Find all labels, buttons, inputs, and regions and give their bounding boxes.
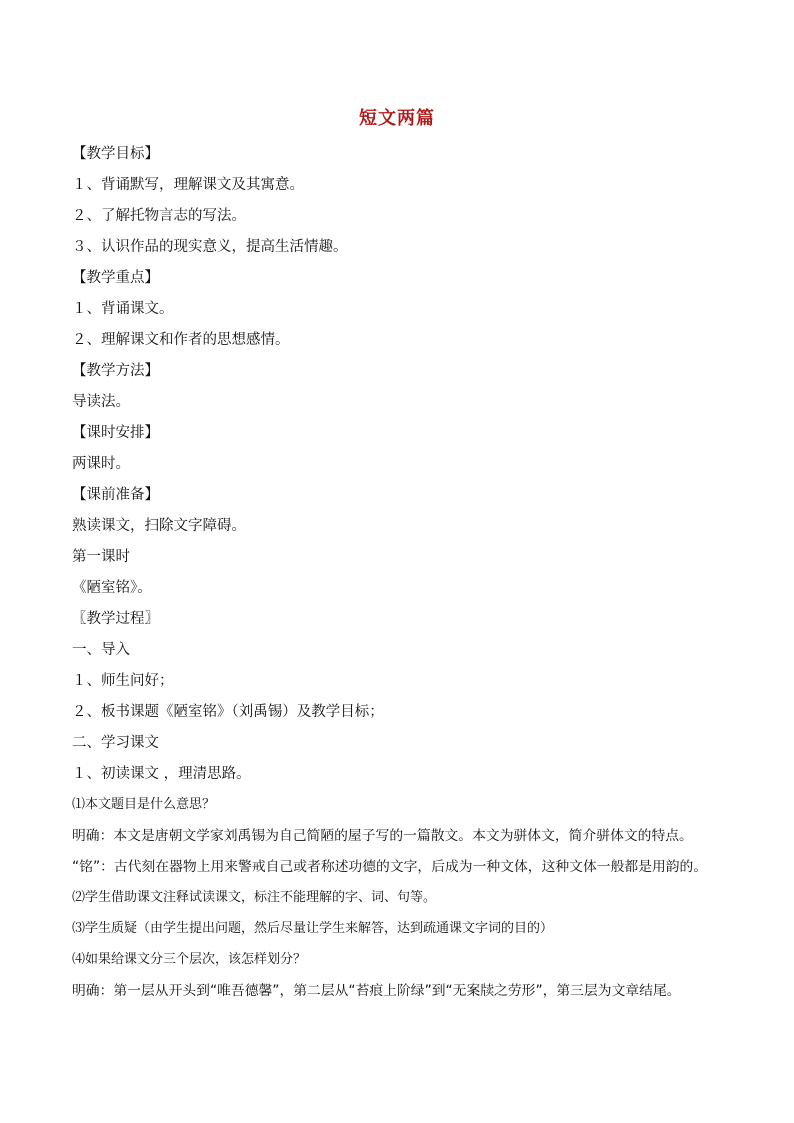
lesson-topic: 《陋室铭》。 [72, 580, 152, 596]
process-step-study: 二、学习课文 [72, 735, 159, 751]
question-2: ⑵学生借助课文注释试读课文，标注不能理解的字、词、句等。 [72, 890, 437, 905]
document-body [72, 144, 752, 1012]
intro-item-2: ２、板书课题《陋室铭》（刘禹锡）及教学目标； [72, 704, 384, 720]
lesson-label: 第一课时 [72, 549, 130, 565]
method-text: 导读法。 [72, 394, 130, 410]
goal-item-2: ２、了解托物言志的写法。 [72, 208, 246, 224]
key-point-2: ２、理解课文和作者的思想感情。 [72, 332, 290, 348]
answer-1: 明确：本文是唐朝文学家刘禹锡为自己简陋的屋子写的一篇散文。本文为骈体文，简介骈体文的特点。 [72, 828, 693, 844]
preparation-text: 熟读课文，扫除文字障碍。 [72, 518, 246, 534]
answer-1-note: “铭”：古代刻在器物上用来警戒自己或者称述功德的文字，后成为一种文体，这种文体一般都是用韵的。 [72, 859, 708, 875]
schedule-text: 两课时。 [72, 456, 130, 472]
question-3: ⑶学生质疑（由学生提出问题，然后尽量让学生来解答，达到疏通课文字词的目的） [72, 921, 554, 936]
goal-item-1: １、背诵默写，理解课文及其寓意。 [72, 177, 304, 193]
section-heading-process: 〖教学过程〗 [72, 611, 159, 627]
section-heading-goals: 【教学目标】 [72, 146, 159, 162]
section-heading-schedule: 【课时安排】 [72, 425, 159, 441]
question-1: ⑴本文题目是什么意思？ [72, 797, 216, 812]
section-heading-key-points: 【教学重点】 [72, 270, 159, 286]
study-item-1: １、初读课文 ，理清思路。 [72, 766, 251, 782]
key-point-1: １、背诵课文。 [72, 301, 174, 317]
answer-4: 明确：第一层从开头到“唯吾德馨”，第二层从“苔痕上阶绿”到“无案牍之劳形”，第三层为文章结尾。 [72, 983, 681, 999]
section-heading-method: 【教学方法】 [72, 363, 159, 379]
goal-item-3: ３、认识作品的现实意义，提高生活情趣。 [72, 239, 348, 255]
section-heading-preparation: 【课前准备】 [72, 487, 159, 503]
document-title: 短文两篇 [359, 108, 435, 129]
question-4: ⑷如果给课文分三个层次，该怎样划分？ [72, 952, 307, 967]
process-step-intro: 一、导入 [72, 642, 130, 658]
intro-item-1: １、师生问好； [72, 673, 174, 689]
